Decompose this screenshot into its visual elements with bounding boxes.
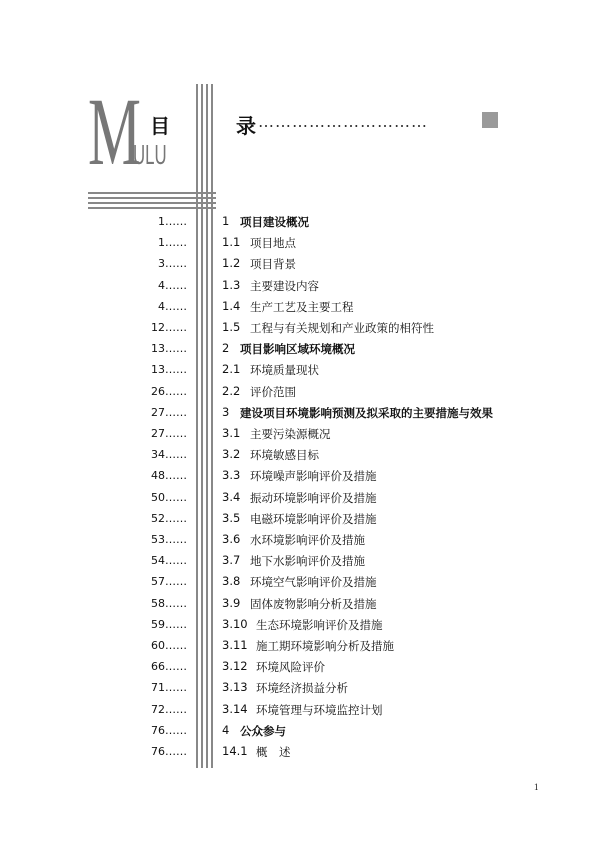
toc-entry[interactable] <box>0 594 595 615</box>
toc-entry[interactable] <box>0 700 595 721</box>
toc-section-number: 3 <box>222 404 230 419</box>
toc-section-number: 3.8 <box>222 574 241 589</box>
toc-entry[interactable] <box>0 276 595 297</box>
toc-entry[interactable] <box>0 424 595 445</box>
toc-section-title: 水环境影响评价及措施 <box>250 533 365 547</box>
toc-section-number: 3.4 <box>222 489 241 504</box>
toc-entry[interactable] <box>0 233 595 254</box>
toc-section-title: 环境质量现状 <box>250 363 319 378</box>
toc-page-ref: 12…… <box>151 321 187 334</box>
toc-entry[interactable] <box>0 572 595 593</box>
toc-section-number: 14.1 <box>222 744 248 758</box>
toc-section-number: 1.2 <box>222 256 241 271</box>
title-char-mu: 目 <box>150 114 170 138</box>
toc-section-number: 3.2 <box>222 447 241 462</box>
toc-entry[interactable] <box>0 466 595 487</box>
mulu-big-letter-m: M <box>88 78 141 185</box>
toc-section-title: 电磁环境影响评价及措施 <box>250 511 377 526</box>
toc-page-ref: 53…… <box>151 533 187 546</box>
toc-section-number: 3.13 <box>222 680 248 695</box>
toc-page-ref: 13…… <box>151 342 187 356</box>
toc-page-ref: 48…… <box>151 469 187 483</box>
toc-page-ref: 34…… <box>151 448 187 462</box>
toc-page-ref: 72…… <box>151 702 187 716</box>
title-char-lu: 录 <box>236 114 256 138</box>
toc-entry[interactable] <box>0 212 595 233</box>
toc-section-title: 主要污染源概况 <box>250 427 331 441</box>
toc-section-title: 建设项目环境影响预测及拟采取的主要措施与效果 <box>240 405 493 420</box>
toc-page-ref: 76…… <box>151 723 187 737</box>
toc-section-title: 施工期环境影响分析及措施 <box>256 639 394 653</box>
toc-page-ref: 76…… <box>151 745 187 758</box>
toc-section-title: 主要建设内容 <box>250 278 319 293</box>
toc-section-title: 概 述 <box>256 745 291 759</box>
toc-section-number: 3.6 <box>222 532 241 546</box>
toc-section-number: 3.5 <box>222 510 241 525</box>
toc-section-title: 环境空气影响评价及措施 <box>250 575 377 590</box>
title-end-square <box>482 112 498 128</box>
toc-page-ref: 59…… <box>151 617 187 631</box>
toc-section-title: 项目建设概况 <box>240 215 309 229</box>
toc-entry[interactable] <box>0 488 595 509</box>
toc-entry[interactable] <box>0 615 595 636</box>
mulu-letters-ulu: ULU <box>133 139 167 170</box>
toc-section-title: 固体废物影响分析及措施 <box>250 596 377 611</box>
toc-entry[interactable] <box>0 297 595 318</box>
toc-section-title: 地下水影响评价及措施 <box>250 554 365 569</box>
toc-page-ref: 66…… <box>151 660 187 674</box>
toc-page-ref: 27…… <box>151 405 187 419</box>
toc-page-ref: 58…… <box>151 596 187 610</box>
toc-page-ref: 27…… <box>151 427 187 440</box>
toc-page-ref: 1…… <box>158 215 187 228</box>
toc-section-title: 环境噪声影响评价及措施 <box>250 469 377 484</box>
toc-entry[interactable] <box>0 742 595 763</box>
toc-entry[interactable] <box>0 678 595 699</box>
toc-section-title: 环境风险评价 <box>256 660 325 675</box>
toc-entry[interactable] <box>0 360 595 381</box>
toc-section-title: 项目背景 <box>250 257 296 272</box>
toc-section-title: 项目地点 <box>250 236 296 251</box>
toc-entry[interactable] <box>0 657 595 678</box>
toc-page-ref: 1…… <box>158 236 187 250</box>
toc-page-ref: 4…… <box>158 278 187 292</box>
toc-section-number: 2 <box>222 341 230 356</box>
toc-section-number: 1 <box>222 214 230 228</box>
toc-section-number: 3.10 <box>222 616 248 631</box>
toc-entry[interactable] <box>0 551 595 572</box>
toc-section-number: 3.3 <box>222 468 241 483</box>
toc-section-number: 3.7 <box>222 553 241 568</box>
toc-page-ref: 71…… <box>151 681 187 695</box>
toc-page-ref: 54…… <box>151 554 187 568</box>
toc-section-title: 环境管理与环境监控计划 <box>256 702 383 717</box>
toc-section-title: 工程与有关规划和产业政策的相符性 <box>250 321 434 335</box>
toc-section-title: 生态环境影响评价及措施 <box>256 617 383 632</box>
toc-section-number: 1.4 <box>222 298 241 313</box>
toc-page-ref: 52…… <box>151 511 187 525</box>
toc-section-number: 3.9 <box>222 595 241 610</box>
toc-entry[interactable] <box>0 318 595 339</box>
toc-entry[interactable] <box>0 509 595 530</box>
toc-page-ref: 50…… <box>151 490 187 504</box>
toc-section-number: 3.12 <box>222 659 248 674</box>
toc-page-ref: 3…… <box>158 257 187 271</box>
toc-section-number: 1.5 <box>222 320 241 334</box>
toc-section-number: 3.11 <box>222 638 248 652</box>
toc-section-title: 评价范围 <box>250 384 296 399</box>
toc-page-ref: 57…… <box>151 575 187 589</box>
toc-section-number: 3.1 <box>222 426 241 440</box>
page-number: 1 <box>534 782 539 792</box>
toc-entry[interactable] <box>0 382 595 403</box>
toc-entry[interactable] <box>0 721 595 742</box>
toc-entry[interactable] <box>0 403 595 424</box>
toc-section-title: 项目影响区域环境概况 <box>240 342 355 357</box>
toc-section-number: 2.1 <box>222 362 241 377</box>
toc-section-title: 环境经济损益分析 <box>256 681 348 696</box>
toc-section-title: 公众参与 <box>240 723 286 738</box>
toc-section-title: 振动环境影响评价及措施 <box>250 490 377 505</box>
toc-entry[interactable] <box>0 530 595 551</box>
toc-entry[interactable] <box>0 636 595 657</box>
toc-section-number: 4 <box>222 722 230 737</box>
toc-page-ref: 60…… <box>151 639 187 652</box>
toc-section-title: 生产工艺及主要工程 <box>250 299 354 314</box>
title-dot-leader: ………………………… <box>258 112 428 131</box>
toc-section-number: 3.14 <box>222 701 248 716</box>
toc-entry[interactable] <box>0 445 595 466</box>
toc-page-ref: 26…… <box>151 384 187 398</box>
toc-entry[interactable] <box>0 254 595 275</box>
toc-section-title: 环境敏感目标 <box>250 448 319 463</box>
toc-page-ref: 4…… <box>158 299 187 313</box>
toc-section-number: 1.3 <box>222 277 241 292</box>
toc-page-ref: 13…… <box>151 363 187 377</box>
toc-section-number: 1.1 <box>222 235 241 250</box>
toc-entry[interactable] <box>0 339 595 360</box>
toc-section-number: 2.2 <box>222 383 241 398</box>
